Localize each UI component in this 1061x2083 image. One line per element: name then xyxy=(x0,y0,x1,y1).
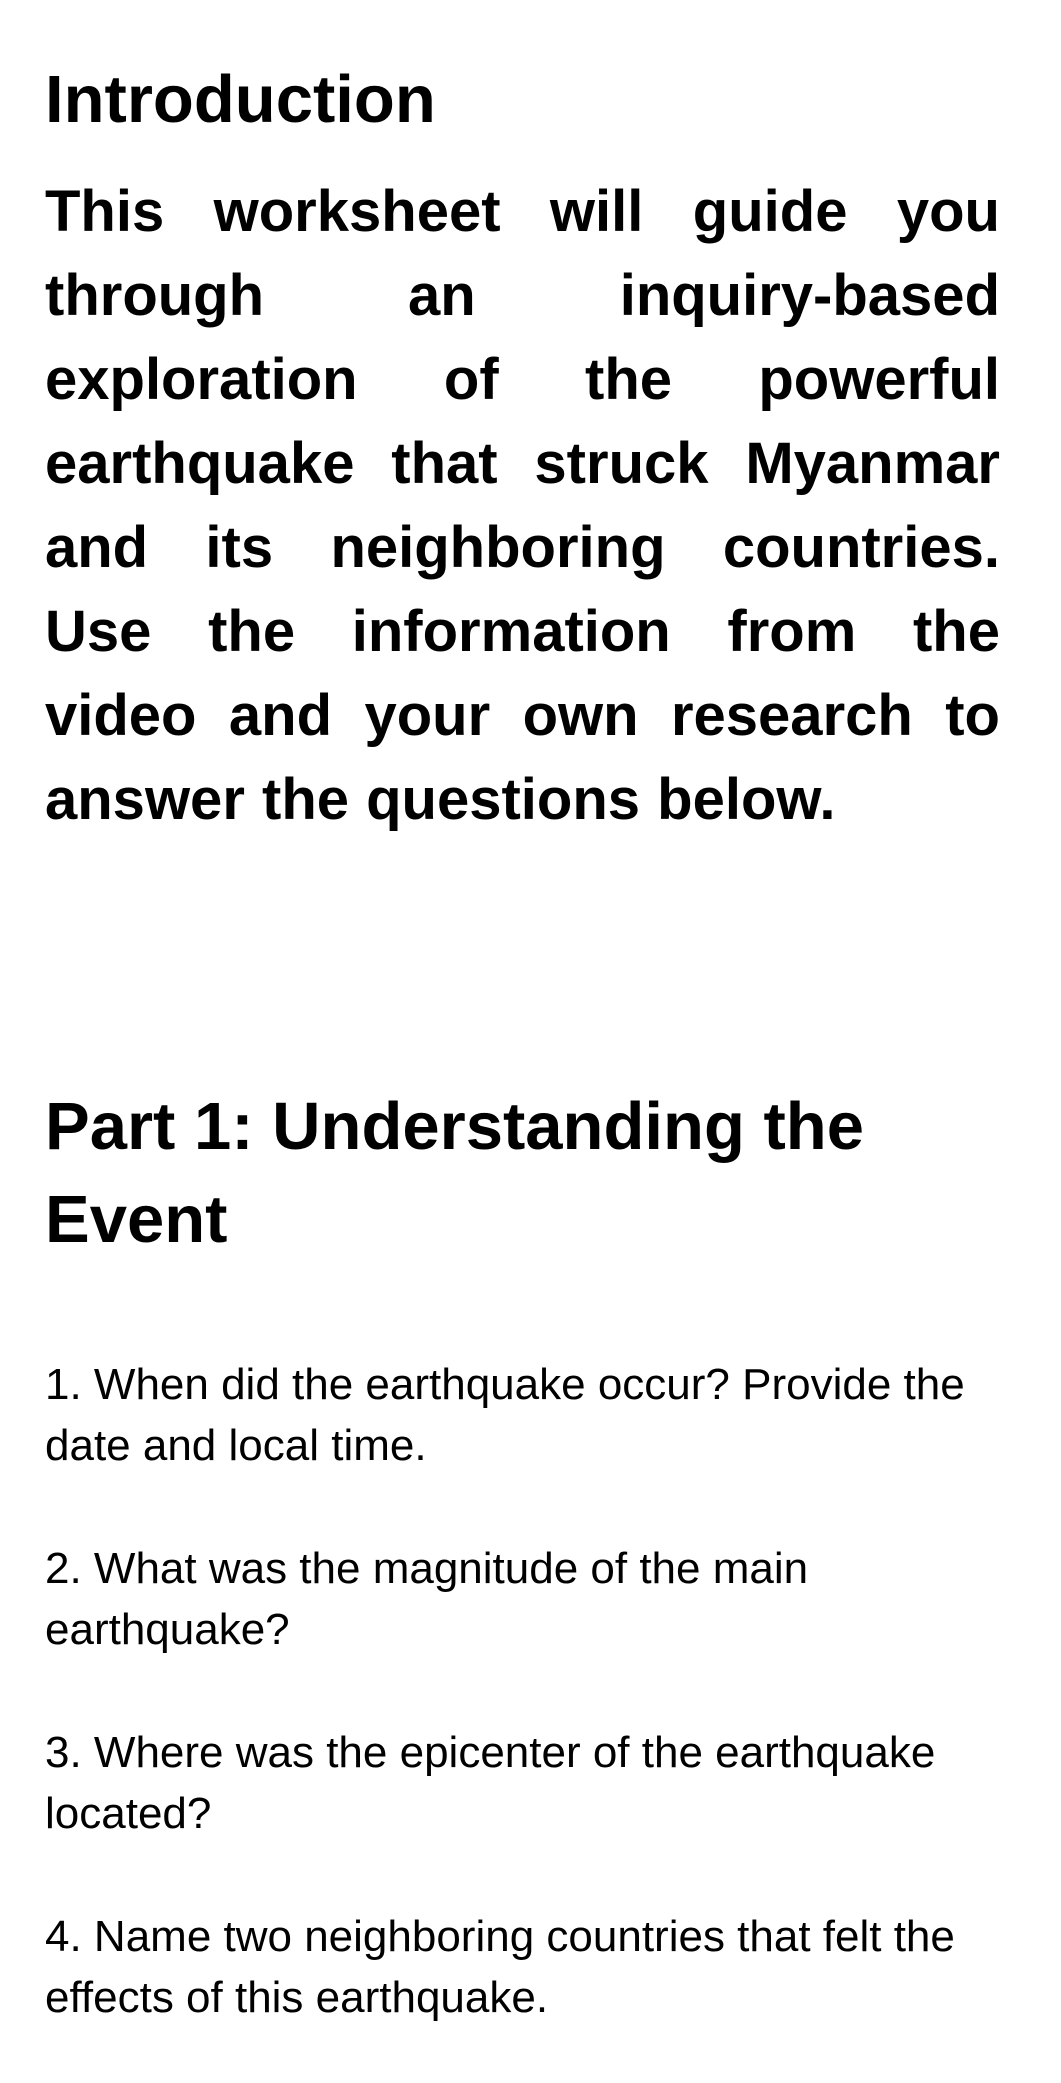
part-1-heading: Part 1: Understanding the Event xyxy=(45,1089,864,1257)
question-2: 2. What was the magnitude of the main earthquake? xyxy=(45,1544,809,1654)
introduction-heading: Introduction xyxy=(45,62,436,137)
question-4: 4. Name two neighboring countries that felt the effects of this earthquake. xyxy=(45,1912,955,2022)
introduction-paragraph: This worksheet will guide you through an inquiry-based exploration of the powerful earthquake that struck Myanmar and its neighboring countries. Use the information from the video and your own research to answer the questions below. xyxy=(45,179,1000,832)
question-3: 3. Where was the epicenter of the earthquake located? xyxy=(45,1728,936,1838)
question-1: 1. When did the earthquake occur? Provide the date and local time. xyxy=(45,1360,965,1470)
